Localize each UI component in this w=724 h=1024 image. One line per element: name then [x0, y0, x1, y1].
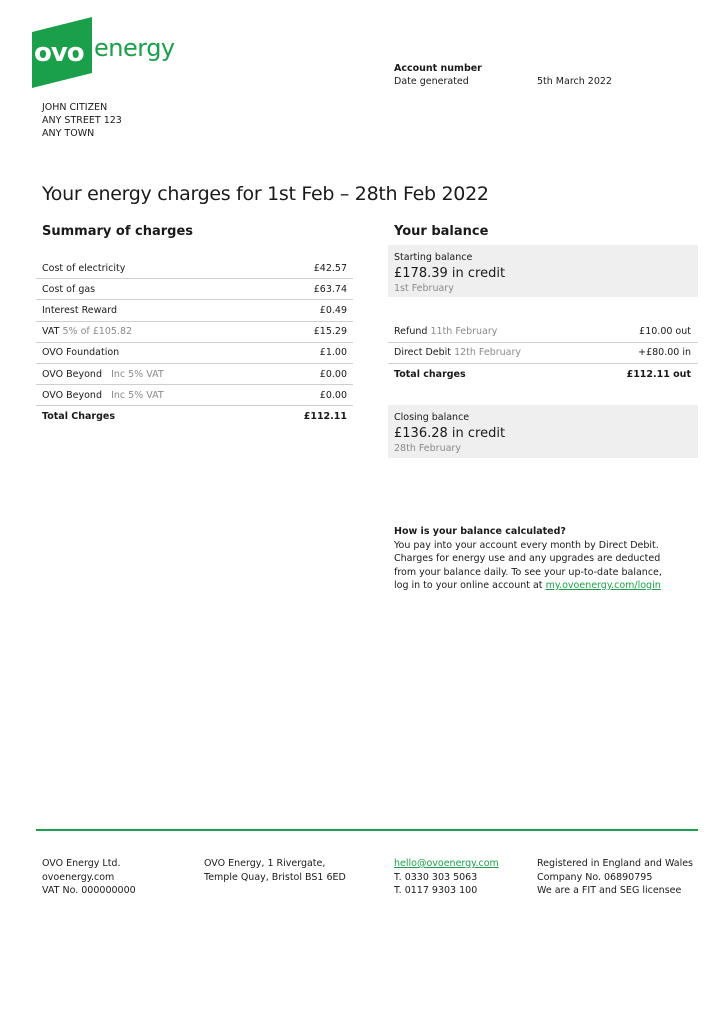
- summary-heading: Summary of charges: [42, 224, 194, 239]
- closing-balance-caption: Closing balance: [394, 412, 470, 423]
- balance-row-value: +£80.00 in: [638, 347, 691, 359]
- summary-row-label: Cost of gas: [42, 283, 96, 295]
- balance-total-value: £112.11 out: [626, 369, 691, 381]
- footer-line: Company No. 06890795: [537, 871, 653, 883]
- summary-row-value: £0.00: [319, 389, 347, 401]
- footer-address: [204, 857, 346, 884]
- summary-row-note: 5% of £105.82: [62, 326, 133, 338]
- address-line: JOHN CITIZEN: [42, 102, 108, 113]
- ovo-energy-logo: [32, 20, 192, 78]
- balance-row-label: Refund 11th February: [394, 325, 498, 337]
- summary-total-value: £112.11: [303, 411, 347, 423]
- footer-line: We are a FIT and SEG licensee: [537, 885, 682, 896]
- footer-line: VAT No. 000000000: [42, 885, 136, 896]
- summary-row: [36, 343, 353, 364]
- explanation-line: Charges for energy use and any upgrades are deducted: [394, 553, 661, 564]
- page-title: Your energy charges for 1st Feb – 28th Feb 2022: [42, 183, 489, 205]
- summary-table: [36, 258, 353, 428]
- summary-row-value: £0.00: [319, 368, 347, 380]
- balance-total-label: Total charges: [394, 369, 466, 381]
- summary-row: [36, 300, 353, 321]
- balance-total-row: [388, 364, 698, 386]
- footer-line: OVO Energy, 1 Rivergate,: [204, 858, 326, 869]
- account-number-label: Account number: [394, 63, 482, 74]
- summary-row: [36, 322, 353, 343]
- date-generated-label: Date generated: [394, 76, 469, 87]
- summary-row: [36, 385, 353, 406]
- footer-contact: [394, 857, 499, 898]
- explanation-line: from your balance daily. To see your up-to-date balance,: [394, 566, 662, 578]
- summary-row: [36, 258, 353, 279]
- logo-mark-text: ovo: [34, 38, 84, 68]
- summary-row-label: Interest Reward: [42, 304, 118, 316]
- footer-divider: [36, 829, 698, 831]
- closing-balance-box: [388, 405, 698, 458]
- footer-line: OVO Energy Ltd.: [42, 858, 121, 869]
- footer-registration: [537, 857, 693, 898]
- date-generated-value: 5th March 2022: [537, 76, 612, 87]
- balance-row: [388, 321, 698, 343]
- footer-phone: T. 0117 9303 100: [394, 885, 478, 896]
- footer-phone: T. 0330 303 5063: [394, 871, 478, 883]
- date-generated-row: [394, 75, 612, 88]
- summary-row-value: £42.57: [313, 262, 347, 274]
- logo-word-text: energy: [94, 34, 175, 62]
- summary-total-label: Total Charges: [42, 411, 115, 423]
- summary-total-row: [36, 406, 353, 427]
- balance-row-date: 11th February: [430, 325, 498, 337]
- summary-row: [36, 279, 353, 300]
- address-line: ANY TOWN: [42, 128, 95, 139]
- balance-row-value: £10.00 out: [639, 325, 691, 337]
- summary-row-value: £15.29: [313, 326, 347, 338]
- footer-line: Temple Quay, Bristol BS1 6ED: [204, 871, 346, 883]
- explanation-line: log in to your online account at my.ovoenergy.com/login: [394, 580, 661, 591]
- summary-row-note: Inc 5% VAT: [111, 389, 164, 401]
- balance-heading: Your balance: [394, 224, 489, 239]
- summary-row-label: VAT 5% of £105.82: [42, 326, 133, 338]
- balance-row-label: Direct Debit 12th February: [394, 347, 522, 359]
- summary-row-value: £0.49: [319, 304, 347, 316]
- login-link[interactable]: my.ovoenergy.com/login: [545, 580, 661, 591]
- starting-balance-amount: £178.39 in credit: [394, 266, 506, 281]
- customer-address: [42, 101, 122, 140]
- balance-row: [388, 343, 698, 365]
- balance-explanation: [394, 525, 694, 593]
- closing-balance-date: 28th February: [394, 443, 461, 454]
- balance-transactions: [388, 321, 698, 386]
- footer-email-link[interactable]: hello@ovoenergy.com: [394, 858, 499, 869]
- explanation-line: You pay into your account every month by Direct Debit.: [394, 539, 659, 551]
- address-line: ANY STREET 123: [42, 115, 122, 126]
- explanation-heading: How is your balance calculated?: [394, 526, 566, 537]
- summary-row-label: OVO Beyond Inc 5% VAT: [42, 368, 164, 380]
- balance-row-date: 12th February: [454, 347, 522, 359]
- footer-line: ovoenergy.com: [42, 871, 115, 883]
- summary-row-label: Cost of electricity: [42, 262, 126, 274]
- starting-balance-date: 1st February: [394, 283, 454, 294]
- footer-company: [42, 857, 136, 898]
- summary-row: [36, 364, 353, 385]
- starting-balance-box: [388, 245, 698, 297]
- summary-row-label: OVO Foundation: [42, 347, 120, 359]
- starting-balance-caption: Starting balance: [394, 252, 473, 263]
- summary-row-label: OVO Beyond Inc 5% VAT: [42, 389, 164, 401]
- closing-balance-amount: £136.28 in credit: [394, 426, 506, 441]
- summary-row-note: Inc 5% VAT: [111, 368, 164, 380]
- account-info: [394, 62, 612, 88]
- footer-line: Registered in England and Wales: [537, 858, 693, 869]
- summary-row-value: £63.74: [313, 283, 347, 295]
- summary-row-value: £1.00: [319, 347, 347, 359]
